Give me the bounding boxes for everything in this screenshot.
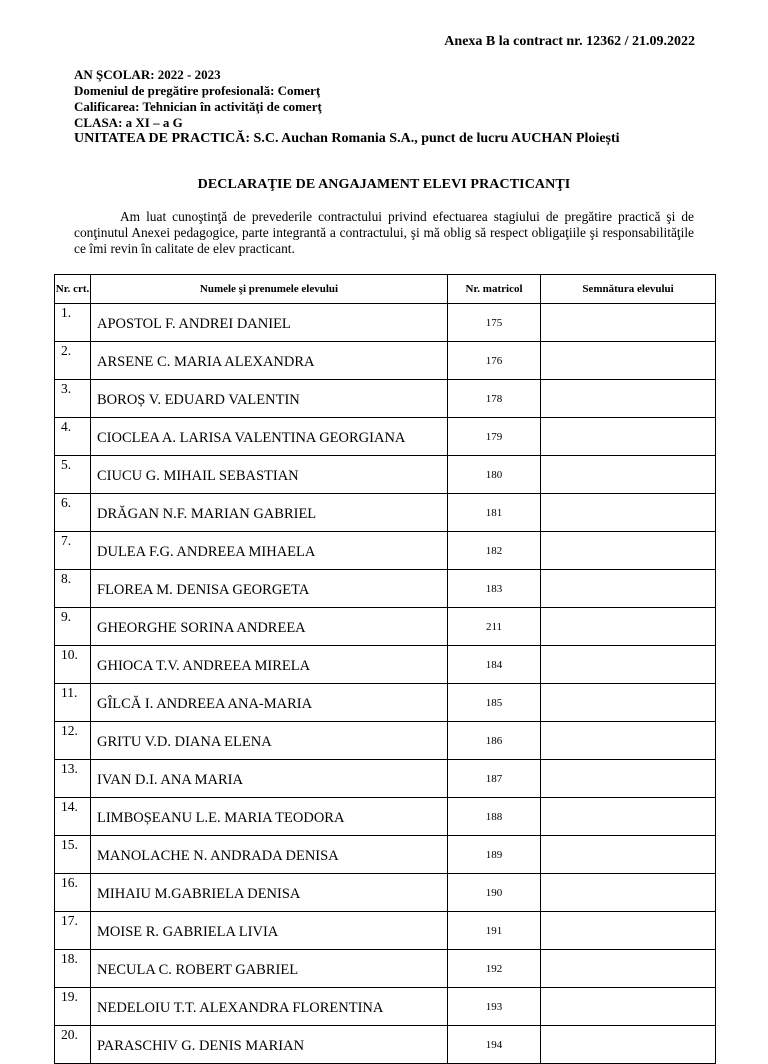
signature-cell: [541, 874, 716, 912]
table-row: [55, 912, 716, 950]
student-name: CIUCU G. MIHAIL SEBASTIAN: [91, 456, 448, 494]
table-row: [55, 988, 716, 1026]
practice-unit: UNITATEA DE PRACTICĂ: S.C. Auchan Romania S.A., punct de lucru AUCHAN Ploiești: [74, 131, 620, 146]
matricol-number: 189: [448, 836, 541, 874]
signature-cell: [541, 798, 716, 836]
matricol-number: 191: [448, 912, 541, 950]
row-number: 11.: [55, 684, 91, 722]
student-name: BOROȘ V. EDUARD VALENTIN: [91, 380, 448, 418]
row-number: 9.: [55, 608, 91, 646]
student-name: PARASCHIV G. DENIS MARIAN: [91, 1026, 448, 1064]
matricol-number: 184: [448, 646, 541, 684]
table-row: [55, 456, 716, 494]
table-row: [55, 304, 716, 342]
signature-cell: [541, 532, 716, 570]
row-number: 15.: [55, 836, 91, 874]
table-row: [55, 722, 716, 760]
table-row: [55, 646, 716, 684]
table-row: [55, 532, 716, 570]
signature-cell: [541, 684, 716, 722]
matricol-number: 180: [448, 456, 541, 494]
table-row: [55, 798, 716, 836]
table-row: [55, 342, 716, 380]
row-number: 13.: [55, 760, 91, 798]
matricol-number: 192: [448, 950, 541, 988]
table-row: [55, 874, 716, 912]
signature-cell: [541, 418, 716, 456]
student-name: LIMBOȘEANU L.E. MARIA TEODORA: [91, 798, 448, 836]
matricol-number: 181: [448, 494, 541, 532]
row-number: 20.: [55, 1026, 91, 1064]
annex-reference: Anexa B la contract nr. 12362 / 21.09.2022: [444, 34, 695, 49]
student-name: GHIOCA T.V. ANDREEA MIRELA: [91, 646, 448, 684]
matricol-number: 176: [448, 342, 541, 380]
row-number: 16.: [55, 874, 91, 912]
student-name: DRĂGAN N.F. MARIAN GABRIEL: [91, 494, 448, 532]
table-row: [55, 418, 716, 456]
column-header-signature: Semnătura elevului: [541, 275, 716, 304]
student-name: GHEORGHE SORINA ANDREEA: [91, 608, 448, 646]
matricol-number: 188: [448, 798, 541, 836]
matricol-number: 175: [448, 304, 541, 342]
column-header-matricol: Nr. matricol: [448, 275, 541, 304]
signature-cell: [541, 836, 716, 874]
student-name: DULEA F.G. ANDREEA MIHAELA: [91, 532, 448, 570]
signature-cell: [541, 494, 716, 532]
table-row: [55, 1026, 716, 1064]
signature-cell: [541, 608, 716, 646]
row-number: 2.: [55, 342, 91, 380]
row-number: 3.: [55, 380, 91, 418]
qualification: Calificarea: Tehnician în activităţi de comerţ: [74, 99, 322, 114]
student-name: MIHAIU M.GABRIELA DENISA: [91, 874, 448, 912]
signature-cell: [541, 380, 716, 418]
row-number: 19.: [55, 988, 91, 1026]
table-row: [55, 836, 716, 874]
class-name: CLASA: a XI – a G: [74, 115, 183, 130]
column-header-name: Numele şi prenumele elevului: [91, 275, 448, 304]
matricol-number: 183: [448, 570, 541, 608]
school-year: AN ŞCOLAR: 2022 - 2023: [74, 67, 221, 82]
student-name: FLOREA M. DENISA GEORGETA: [91, 570, 448, 608]
row-number: 1.: [55, 304, 91, 342]
table-row: [55, 380, 716, 418]
students-table: [54, 274, 716, 1064]
matricol-number: 182: [448, 532, 541, 570]
row-number: 8.: [55, 570, 91, 608]
student-name: IVAN D.I. ANA MARIA: [91, 760, 448, 798]
document-header: [74, 67, 620, 147]
table-row: [55, 950, 716, 988]
row-number: 5.: [55, 456, 91, 494]
row-number: 14.: [55, 798, 91, 836]
matricol-number: 187: [448, 760, 541, 798]
matricol-number: 179: [448, 418, 541, 456]
student-name: CIOCLEA A. LARISA VALENTINA GEORGIANA: [91, 418, 448, 456]
signature-cell: [541, 950, 716, 988]
signature-cell: [541, 760, 716, 798]
signature-cell: [541, 722, 716, 760]
matricol-number: 211: [448, 608, 541, 646]
row-number: 7.: [55, 532, 91, 570]
matricol-number: 194: [448, 1026, 541, 1064]
signature-cell: [541, 646, 716, 684]
signature-cell: [541, 456, 716, 494]
student-name: MANOLACHE N. ANDRADA DENISA: [91, 836, 448, 874]
table-row: [55, 608, 716, 646]
row-number: 18.: [55, 950, 91, 988]
student-name: MOISE R. GABRIELA LIVIA: [91, 912, 448, 950]
signature-cell: [541, 988, 716, 1026]
matricol-number: 185: [448, 684, 541, 722]
training-domain: Domeniul de pregătire profesională: Comerţ: [74, 83, 321, 98]
student-name: NECULA C. ROBERT GABRIEL: [91, 950, 448, 988]
student-name: ARSENE C. MARIA ALEXANDRA: [91, 342, 448, 380]
signature-cell: [541, 912, 716, 950]
table-row: [55, 570, 716, 608]
row-number: 4.: [55, 418, 91, 456]
matricol-number: 190: [448, 874, 541, 912]
commitment-paragraph: Am luat cunoştinţă de prevederile contractului privind efectuarea stagiului de pregătire practică şi de conţinutul Anexei pedagogice, parte integrantă a contractului, şi mă oblig să respect obligaţiile şi responsabilităţile ce îmi revin în calitate de elev practicant.: [74, 209, 694, 256]
student-name: GÎLCĂ I. ANDREEA ANA-MARIA: [91, 684, 448, 722]
table-row: [55, 684, 716, 722]
signature-cell: [541, 304, 716, 342]
row-number: 12.: [55, 722, 91, 760]
student-name: NEDELOIU T.T. ALEXANDRA FLORENTINA: [91, 988, 448, 1026]
row-number: 6.: [55, 494, 91, 532]
student-name: APOSTOL F. ANDREI DANIEL: [91, 304, 448, 342]
signature-cell: [541, 570, 716, 608]
matricol-number: 193: [448, 988, 541, 1026]
matricol-number: 178: [448, 380, 541, 418]
table-row: [55, 494, 716, 532]
page-title: DECLARAŢIE DE ANGAJAMENT ELEVI PRACTICANŢI: [197, 177, 571, 192]
signature-cell: [541, 1026, 716, 1064]
table-header-row: [55, 275, 716, 304]
row-number: 17.: [55, 912, 91, 950]
table-row: [55, 760, 716, 798]
column-header-nr: Nr. crt.: [55, 275, 91, 304]
matricol-number: 186: [448, 722, 541, 760]
row-number: 10.: [55, 646, 91, 684]
student-name: GRITU V.D. DIANA ELENA: [91, 722, 448, 760]
signature-cell: [541, 342, 716, 380]
